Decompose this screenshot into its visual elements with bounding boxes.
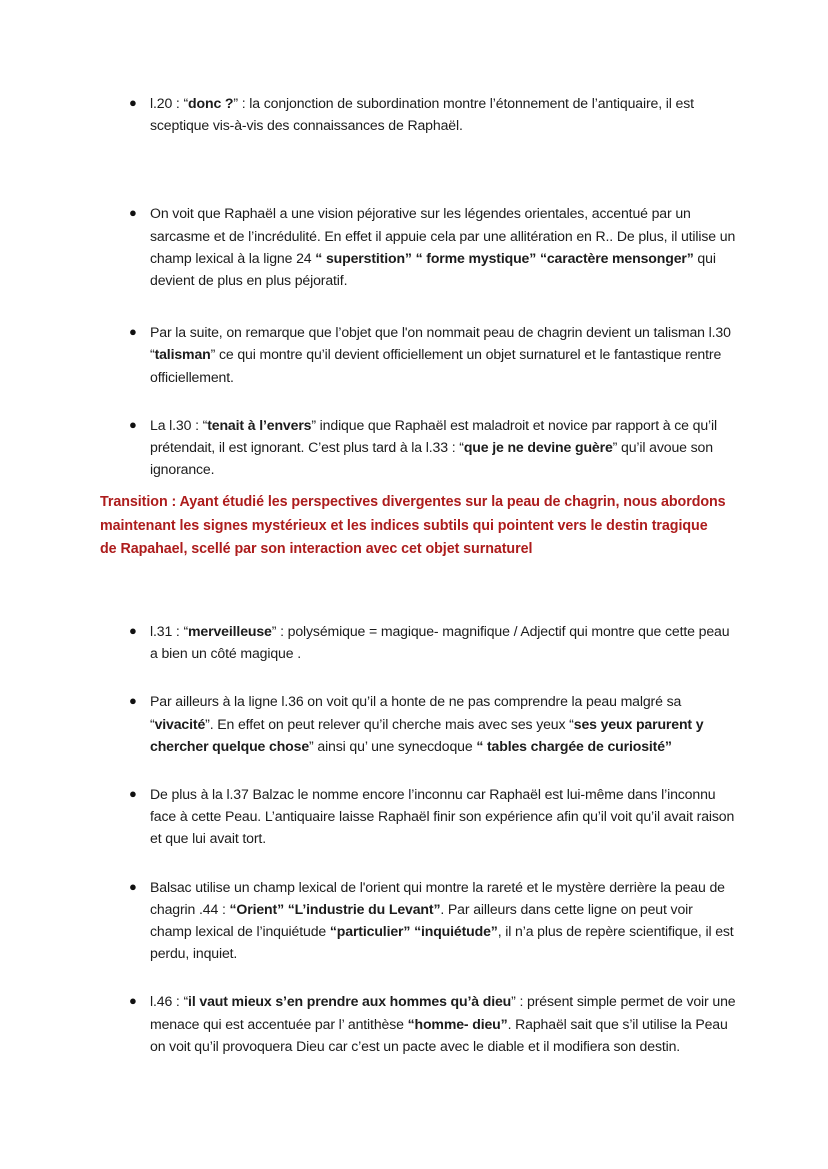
bullet-merveilleuse bbox=[100, 620, 736, 664]
quoted-emphasis: vivacité bbox=[154, 715, 206, 732]
quoted-emphasis: que je ne devine guère bbox=[463, 439, 613, 456]
quoted-emphasis: talisman bbox=[154, 346, 211, 363]
bullet-marker-icon: ● bbox=[129, 693, 137, 709]
quoted-emphasis: tenait à l’envers bbox=[207, 416, 312, 433]
bullet-ligne-20-text bbox=[150, 92, 736, 136]
body-text-run: De plus à la l.37 Balzac le nomme encore l’inconnu car Raphaël est lui-même dans l’inconnu face à cette Peau. L’antiquaire laisse Raphaël finir son expérience afin qu’il voit qu’il avait raison et que lui avait tort. bbox=[150, 785, 735, 847]
body-text-run: ” : polysémique = magique- magnifique / Adjectif qui montre que cette peau a bien un côté magique . bbox=[150, 622, 730, 662]
quoted-emphasis: il vaut mieux s’en prendre aux hommes qu’à dieu bbox=[188, 993, 512, 1010]
bullet-vivacite bbox=[100, 690, 736, 757]
quoted-emphasis: merveilleuse bbox=[188, 622, 272, 639]
body-text-run: Balsac utilise un champ lexical de l'orient qui montre la rareté et le mystère derrière la peau de chagrin .44 : bbox=[150, 878, 725, 917]
body-text-run: l.20 : “ bbox=[150, 95, 189, 111]
quoted-emphasis: “Orient” “L’industrie du Levant” bbox=[229, 900, 441, 917]
body-text-run: ” : la conjonction de subordination montre l’étonnement de l’antiquaire, il est sceptique vis-à-vis des connaissances de Raphaël. bbox=[150, 95, 694, 134]
body-text-run: qui devient de plus en plus péjoratif. bbox=[150, 249, 716, 289]
bullet-vivacite-text bbox=[150, 690, 736, 757]
bullet-ligne-20 bbox=[100, 92, 736, 136]
body-text-run: Par la suite, on remarque que l’objet que l'on nommait peau de chagrin devient un talisman l.30 “ bbox=[150, 324, 731, 363]
quoted-emphasis: ses yeux parurent y chercher quelque chose bbox=[150, 715, 704, 754]
body-text-run: ” indique que Raphaël est maladroit et novice par rapport à ce qu’il prétendait, il est ignorant. C’est plus tard à la l.33 : “ bbox=[150, 416, 718, 456]
body-text-run: ” : présent simple permet de voir une menace qui est accentuée par l’ antithèse bbox=[150, 993, 736, 1032]
transition-paragraph bbox=[100, 491, 726, 562]
bullet-talisman-text bbox=[150, 321, 736, 388]
bullet-vision-pejorative bbox=[100, 202, 736, 291]
bullet-marker-icon: ● bbox=[129, 878, 137, 894]
bullet-marker-icon: ● bbox=[129, 993, 137, 1009]
body-text-run: l.31 : “ bbox=[150, 622, 189, 639]
body-text-run: ” qu’il avoue son ignorance. bbox=[150, 439, 713, 478]
bullet-marker-icon: ● bbox=[129, 622, 137, 638]
body-text-run: ” ce qui montre qu’il devient officiellement un objet surnaturel et le fantastique rentre officiellement. bbox=[150, 346, 722, 385]
bullet-inconnu-text bbox=[150, 783, 736, 850]
bullet-tenait-a-l-envers bbox=[100, 414, 736, 481]
body-text-run: l.46 : “ bbox=[150, 993, 189, 1010]
quoted-emphasis: “particulier” “inquiétude” bbox=[329, 922, 498, 939]
bullet-vision-pejorative-text bbox=[150, 202, 736, 291]
bullet-tenait-a-l-envers-text bbox=[150, 414, 736, 481]
document-body bbox=[100, 92, 736, 1057]
transition-text-run: Transition : Ayant étudié les perspectives divergentes sur la peau de chagrin, nous abordons maintenant les signes mystérieux et les indices subtils qui pointent vers le destin tragique de Rapahael, scellé par son interaction avec cet objet surnaturel bbox=[100, 494, 726, 558]
bullet-talisman bbox=[100, 321, 736, 388]
bullet-marker-icon: ● bbox=[129, 785, 137, 801]
bullet-marker-icon: ● bbox=[129, 205, 137, 221]
body-text-run: ”. En effet on peut relever qu’il cherche mais avec ses yeux “ bbox=[205, 715, 574, 732]
bullet-orient-text bbox=[150, 876, 736, 965]
quoted-emphasis: “homme- dieu” bbox=[407, 1015, 508, 1032]
quoted-emphasis: “ superstition” “ forme mystique” “caractère mensonger” bbox=[315, 249, 694, 266]
bullet-hommes-dieu-text bbox=[150, 990, 736, 1057]
bullet-hommes-dieu bbox=[100, 990, 736, 1057]
quoted-emphasis: “ tables chargée de curiosité” bbox=[476, 737, 672, 754]
bullet-marker-icon: ● bbox=[129, 95, 137, 110]
body-text-run: . Par ailleurs dans cette ligne on peut voir champ lexical de l’inquiétude bbox=[150, 900, 693, 939]
bullet-merveilleuse-text bbox=[150, 620, 736, 664]
bullet-marker-icon: ● bbox=[129, 324, 137, 340]
bullet-marker-icon: ● bbox=[129, 416, 137, 432]
bullet-orient bbox=[100, 876, 736, 965]
body-text-run: . Raphaël sait que s’il utilise la Peau on voit qu’il provoquera Dieu car c’est un pacte avec le diable et il modifiera son destin. bbox=[150, 1015, 728, 1054]
body-text-run: Par ailleurs à la ligne l.36 on voit qu’il a honte de ne pas comprendre la peau malgré sa “ bbox=[150, 693, 682, 732]
body-text-run: La l.30 : “ bbox=[150, 416, 208, 433]
body-text-run: On voit que Raphaël a une vision péjorative sur les légendes orientales, accentué par un sarcasme et de l’incrédulité. En effet il appuie cela par une allitération en R.. De plus, il utilise un champ lexical à la ligne 24 bbox=[150, 205, 736, 266]
quoted-emphasis: donc ? bbox=[188, 95, 234, 111]
bullet-inconnu bbox=[100, 783, 736, 850]
body-text-run: ” ainsi qu’ une synecdoque bbox=[309, 737, 477, 754]
body-text-run: , il n’a plus de repère scientifique, il est perdu, inquiet. bbox=[150, 922, 734, 962]
